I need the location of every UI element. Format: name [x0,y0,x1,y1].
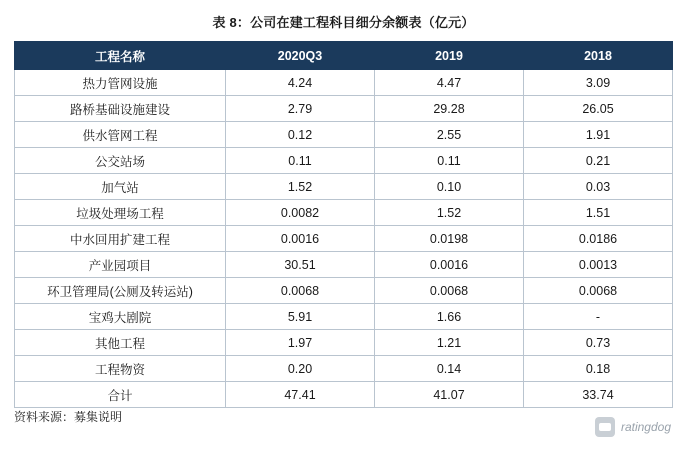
table-row [15,96,673,122]
cell-2019: 29.28 [375,96,524,122]
cell-project-name: 产业园项目 [15,252,226,278]
table-row [15,148,673,174]
table-row [15,70,673,96]
cell-2020q3: 0.12 [226,122,375,148]
table-row [15,252,673,278]
source-note: 资料来源：募集说明 [14,410,123,424]
cell-project-name: 热力管网设施 [15,70,226,96]
watermark [595,417,671,437]
dog-avatar-icon [595,417,615,437]
table-row [15,330,673,356]
cell-2020q3: 0.11 [226,148,375,174]
cell-2020q3: 0.0068 [226,278,375,304]
cell-2020q3: 0.0016 [226,226,375,252]
cell-2019: 2.55 [375,122,524,148]
cell-2018: 0.18 [524,356,673,382]
cell-2020q3: 30.51 [226,252,375,278]
table-row-total [15,382,673,408]
cell-2018: 0.0186 [524,226,673,252]
cell-2018: 0.0068 [524,278,673,304]
cell-2018: 0.21 [524,148,673,174]
cell-2020q3: 1.97 [226,330,375,356]
cell-2018: 1.91 [524,122,673,148]
cell-2019: 0.14 [375,356,524,382]
table-row [15,356,673,382]
cell-project-name: 工程物资 [15,356,226,382]
cell-2020q3: 1.52 [226,174,375,200]
cell-2020q3: 0.0082 [226,200,375,226]
column-header-2019: 2019 [375,42,524,70]
cell-project-name: 合计 [15,382,226,408]
cell-2018: 0.0013 [524,252,673,278]
cell-project-name: 供水管网工程 [15,122,226,148]
cell-project-name: 宝鸡大剧院 [15,304,226,330]
cell-2020q3: 4.24 [226,70,375,96]
cell-2018: 0.03 [524,174,673,200]
table-title: 表 8：公司在建工程科目细分余额表（亿元） [212,15,475,30]
table-header-row [15,42,673,70]
cell-project-name: 加气站 [15,174,226,200]
column-header-project-name: 工程名称 [15,42,226,70]
cell-2019: 1.52 [375,200,524,226]
cell-2020q3: 5.91 [226,304,375,330]
table-header [15,42,673,70]
cell-2019: 0.0198 [375,226,524,252]
cell-project-name: 垃圾处理场工程 [15,200,226,226]
cell-2020q3: 2.79 [226,96,375,122]
cell-project-name: 中水回用扩建工程 [15,226,226,252]
cell-2019: 0.10 [375,174,524,200]
cell-2018: 3.09 [524,70,673,96]
table-row [15,226,673,252]
cell-2019: 0.11 [375,148,524,174]
cell-2019: 41.07 [375,382,524,408]
cell-2018: - [524,304,673,330]
watermark-label: ratingdog [620,420,671,434]
cell-2019: 4.47 [375,70,524,96]
cell-2020q3: 0.20 [226,356,375,382]
table-row [15,174,673,200]
column-header-2020q3: 2020Q3 [226,42,375,70]
table-row [15,122,673,148]
construction-in-progress-table [14,41,673,408]
cell-2018: 0.73 [524,330,673,356]
cell-project-name: 公交站场 [15,148,226,174]
table-body [15,70,673,408]
cell-2018: 33.74 [524,382,673,408]
table-row [15,278,673,304]
cell-project-name: 环卫管理局(公厕及转运站) [15,278,226,304]
cell-2020q3: 47.41 [226,382,375,408]
cell-2019: 0.0016 [375,252,524,278]
cell-2018: 1.51 [524,200,673,226]
cell-2019: 1.66 [375,304,524,330]
cell-2018: 26.05 [524,96,673,122]
cell-2019: 0.0068 [375,278,524,304]
table-row [15,304,673,330]
table-row [15,200,673,226]
cell-2019: 1.21 [375,330,524,356]
cell-project-name: 路桥基础设施建设 [15,96,226,122]
column-header-2018: 2018 [524,42,673,70]
cell-project-name: 其他工程 [15,330,226,356]
